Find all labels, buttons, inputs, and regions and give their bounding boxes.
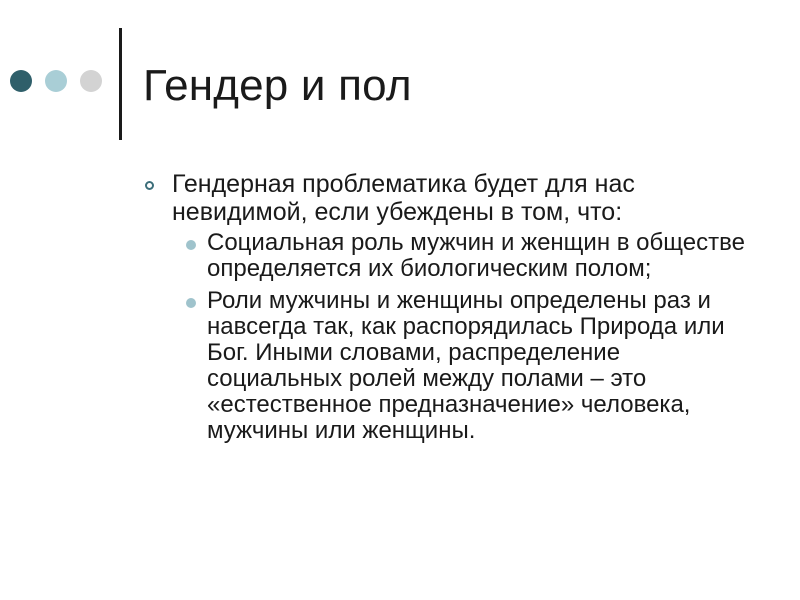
title-divider-line: [119, 28, 122, 140]
light-blue-dot-icon: [45, 70, 67, 92]
gray-dot-icon: [80, 70, 102, 92]
sub-bullet-list: [172, 230, 760, 444]
main-bullet-item: [140, 170, 760, 444]
dark-teal-dot-icon: [10, 70, 32, 92]
decorative-dots: [10, 70, 105, 94]
slide-title: Гендер и пол: [143, 61, 412, 110]
bullet-list: [140, 170, 760, 450]
dot-bullet-icon: [186, 298, 196, 308]
main-bullet-text: Гендерная проблематика будет для нас невидимой, если убеждены в том, что:: [172, 170, 635, 226]
sub-bullet-text: Роли мужчины и женщины определены раз и навсегда так, как распорядилась Природа или Бог. Иными словами, распределение социальных ролей между полами – это «естественное предназначение» человека, мужчины или женщины.: [207, 287, 725, 444]
dot-bullet-icon: [186, 240, 196, 250]
ring-bullet-icon: [145, 181, 154, 190]
sub-bullet-item: [172, 230, 747, 282]
sub-bullet-item: [172, 288, 747, 444]
sub-bullet-text: Социальная роль мужчин и женщин в обществе определяется их биологическим полом;: [207, 229, 745, 282]
